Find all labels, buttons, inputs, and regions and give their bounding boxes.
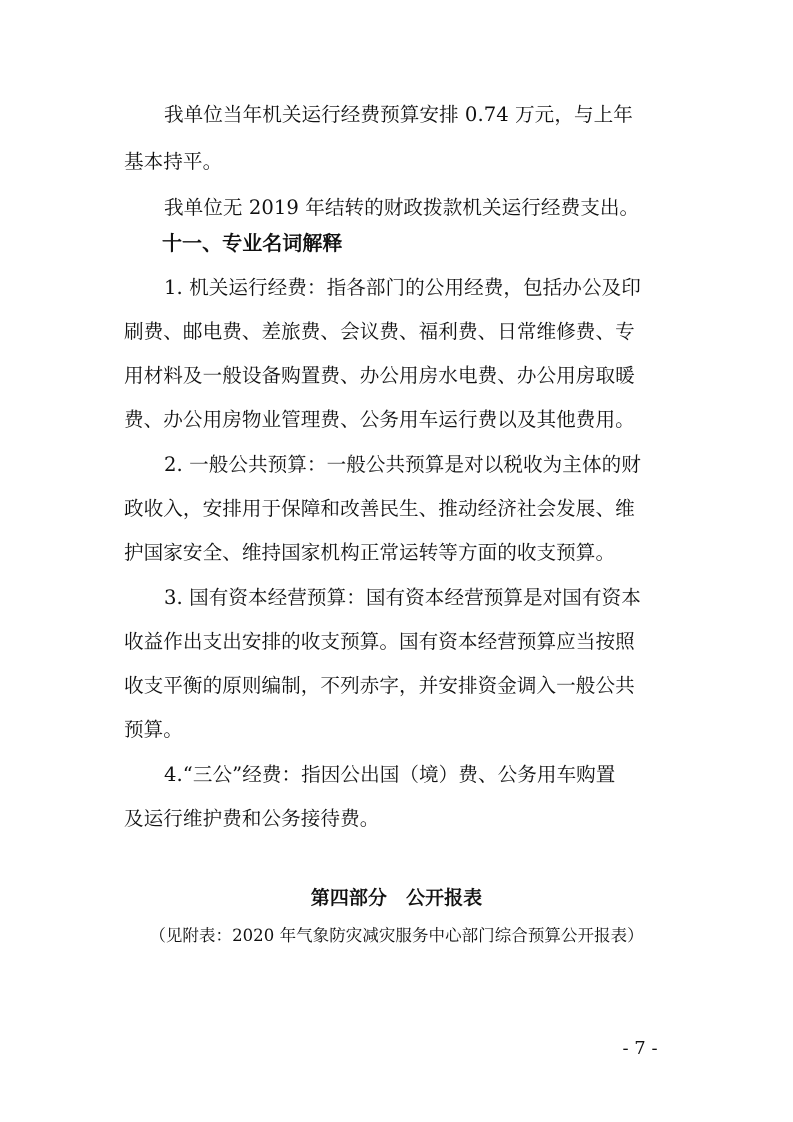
section-heading: 十一、专业名词解释 xyxy=(162,231,343,255)
glossary-item-line: 政收入，安排用于保障和改善民生、推动经济社会发展、维 xyxy=(124,497,635,520)
glossary-item-line: 收支平衡的原则编制，不列赤字，并安排资金调入一般公共 xyxy=(124,674,635,697)
glossary-item-line: 3. 国有资本经营预算：国有资本经营预算是对国有资本 xyxy=(164,586,641,609)
glossary-item-line: 2. 一般公共预算：一般公共预算是对以税收为主体的财 xyxy=(164,453,641,476)
glossary-item-line: 及运行维护费和公务接待费。 xyxy=(124,807,380,830)
paragraph-line: 基本持平。 xyxy=(124,150,223,173)
glossary-item-line: 1. 机关运行经费：指各部门的公用经费，包括办公及印 xyxy=(164,276,641,299)
glossary-item-line: 用材料及一般设备购置费、办公用房水电费、办公用房取暖 xyxy=(124,364,635,387)
glossary-item-line: 预算。 xyxy=(124,718,183,741)
paragraph-line: 我单位当年机关运行经费预算安排 0.74 万元，与上年 xyxy=(164,103,633,126)
glossary-item-line: 收益作出支出安排的收支预算。国有资本经营预算应当按照 xyxy=(124,630,635,653)
glossary-item-line: 护国家安全、维持国家机构正常运转等方面的收支预算。 xyxy=(124,541,616,564)
part-subtitle: （见附表：2020 年气象防灾减灾服务中心部门综合预算公开报表） xyxy=(149,926,644,945)
glossary-item-line: 刷费、邮电费、差旅费、会议费、福利费、日常维修费、专 xyxy=(124,320,635,343)
paragraph-line: 我单位无 2019 年结转的财政拨款机关运行经费支出。 xyxy=(164,196,640,219)
part-title: 第四部分 公开报表 xyxy=(310,887,483,909)
glossary-item-line: 4.“三公”经费：指因公出国（境）费、公务用车购置 xyxy=(164,763,616,786)
glossary-item-line: 费、办公用房物业管理费、公务用车运行费以及其他费用。 xyxy=(124,408,635,431)
page-number: - 7 - xyxy=(622,1038,658,1059)
